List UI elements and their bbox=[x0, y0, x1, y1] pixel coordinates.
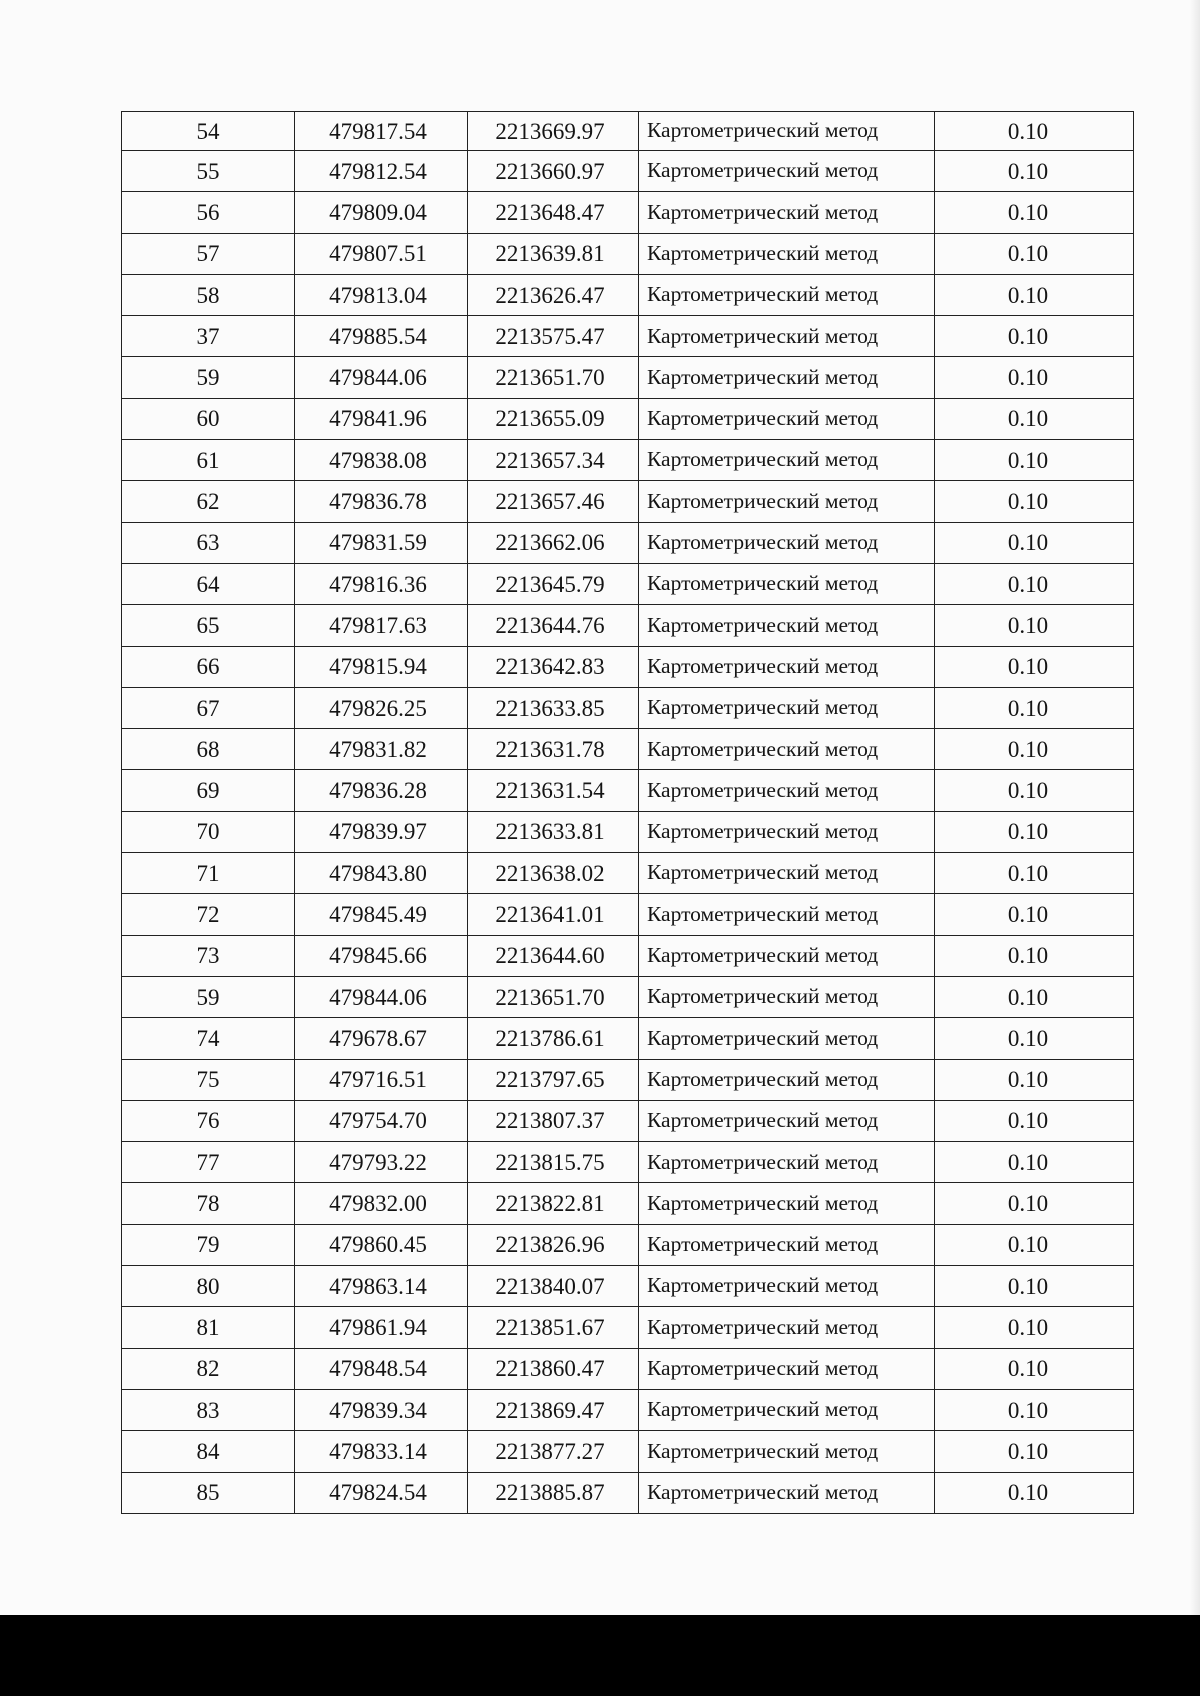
y-coordinate-cell: 2213641.01 bbox=[468, 894, 639, 935]
table-row bbox=[122, 1018, 1134, 1059]
table-row bbox=[122, 687, 1134, 728]
table-row bbox=[122, 1183, 1134, 1224]
table-row bbox=[122, 1266, 1134, 1307]
table-row bbox=[122, 112, 1134, 151]
method-cell: Картометрический метод bbox=[639, 1431, 935, 1472]
x-coordinate-cell: 479812.54 bbox=[295, 151, 468, 192]
method-cell: Картометрический метод bbox=[639, 440, 935, 481]
table-row bbox=[122, 935, 1134, 976]
method-cell: Картометрический метод bbox=[639, 357, 935, 398]
accuracy-cell: 0.10 bbox=[935, 976, 1134, 1017]
y-coordinate-cell: 2213626.47 bbox=[468, 274, 639, 315]
point-number-cell: 54 bbox=[122, 112, 295, 151]
table-row bbox=[122, 151, 1134, 192]
method-cell: Картометрический метод bbox=[639, 112, 935, 151]
point-number-cell: 59 bbox=[122, 357, 295, 398]
method-cell: Картометрический метод bbox=[639, 1059, 935, 1100]
point-number-cell: 78 bbox=[122, 1183, 295, 1224]
method-cell: Картометрический метод bbox=[639, 1224, 935, 1265]
y-coordinate-cell: 2213648.47 bbox=[468, 192, 639, 233]
y-coordinate-cell: 2213815.75 bbox=[468, 1142, 639, 1183]
accuracy-cell: 0.10 bbox=[935, 316, 1134, 357]
accuracy-cell: 0.10 bbox=[935, 151, 1134, 192]
method-cell: Картометрический метод bbox=[639, 1348, 935, 1389]
method-cell: Картометрический метод bbox=[639, 1389, 935, 1430]
accuracy-cell: 0.10 bbox=[935, 440, 1134, 481]
y-coordinate-cell: 2213840.07 bbox=[468, 1266, 639, 1307]
method-cell: Картометрический метод bbox=[639, 935, 935, 976]
accuracy-cell: 0.10 bbox=[935, 687, 1134, 728]
method-cell: Картометрический метод bbox=[639, 274, 935, 315]
table-row bbox=[122, 976, 1134, 1017]
table-row bbox=[122, 1472, 1134, 1513]
x-coordinate-cell: 479860.45 bbox=[295, 1224, 468, 1265]
point-number-cell: 74 bbox=[122, 1018, 295, 1059]
x-coordinate-cell: 479833.14 bbox=[295, 1431, 468, 1472]
point-number-cell: 73 bbox=[122, 935, 295, 976]
x-coordinate-cell: 479831.59 bbox=[295, 522, 468, 563]
method-cell: Картометрический метод bbox=[639, 1142, 935, 1183]
table-row bbox=[122, 1307, 1134, 1348]
accuracy-cell: 0.10 bbox=[935, 1472, 1134, 1513]
method-cell: Картометрический метод bbox=[639, 1472, 935, 1513]
y-coordinate-cell: 2213655.09 bbox=[468, 398, 639, 439]
y-coordinate-cell: 2213645.79 bbox=[468, 563, 639, 604]
method-cell: Картометрический метод bbox=[639, 151, 935, 192]
method-cell: Картометрический метод bbox=[639, 1266, 935, 1307]
table-row bbox=[122, 440, 1134, 481]
method-cell: Картометрический метод bbox=[639, 316, 935, 357]
y-coordinate-cell: 2213642.83 bbox=[468, 646, 639, 687]
x-coordinate-cell: 479817.54 bbox=[295, 112, 468, 151]
table-row bbox=[122, 522, 1134, 563]
method-cell: Картометрический метод bbox=[639, 976, 935, 1017]
y-coordinate-cell: 2213851.67 bbox=[468, 1307, 639, 1348]
point-number-cell: 67 bbox=[122, 687, 295, 728]
accuracy-cell: 0.10 bbox=[935, 233, 1134, 274]
x-coordinate-cell: 479838.08 bbox=[295, 440, 468, 481]
accuracy-cell: 0.10 bbox=[935, 811, 1134, 852]
point-number-cell: 61 bbox=[122, 440, 295, 481]
x-coordinate-cell: 479754.70 bbox=[295, 1100, 468, 1141]
x-coordinate-cell: 479831.82 bbox=[295, 729, 468, 770]
x-coordinate-cell: 479813.04 bbox=[295, 274, 468, 315]
coordinates-table-body bbox=[122, 112, 1134, 1514]
x-coordinate-cell: 479716.51 bbox=[295, 1059, 468, 1100]
point-number-cell: 55 bbox=[122, 151, 295, 192]
accuracy-cell: 0.10 bbox=[935, 1389, 1134, 1430]
x-coordinate-cell: 479816.36 bbox=[295, 563, 468, 604]
accuracy-cell: 0.10 bbox=[935, 646, 1134, 687]
table-row bbox=[122, 1142, 1134, 1183]
x-coordinate-cell: 479844.06 bbox=[295, 357, 468, 398]
method-cell: Картометрический метод bbox=[639, 1183, 935, 1224]
method-cell: Картометрический метод bbox=[639, 563, 935, 604]
point-number-cell: 56 bbox=[122, 192, 295, 233]
y-coordinate-cell: 2213786.61 bbox=[468, 1018, 639, 1059]
point-number-cell: 83 bbox=[122, 1389, 295, 1430]
y-coordinate-cell: 2213644.60 bbox=[468, 935, 639, 976]
x-coordinate-cell: 479885.54 bbox=[295, 316, 468, 357]
table-row bbox=[122, 274, 1134, 315]
accuracy-cell: 0.10 bbox=[935, 481, 1134, 522]
point-number-cell: 79 bbox=[122, 1224, 295, 1265]
y-coordinate-cell: 2213639.81 bbox=[468, 233, 639, 274]
point-number-cell: 72 bbox=[122, 894, 295, 935]
point-number-cell: 71 bbox=[122, 853, 295, 894]
method-cell: Картометрический метод bbox=[639, 853, 935, 894]
y-coordinate-cell: 2213633.85 bbox=[468, 687, 639, 728]
x-coordinate-cell: 479841.96 bbox=[295, 398, 468, 439]
point-number-cell: 81 bbox=[122, 1307, 295, 1348]
point-number-cell: 65 bbox=[122, 605, 295, 646]
x-coordinate-cell: 479832.00 bbox=[295, 1183, 468, 1224]
table-row bbox=[122, 1431, 1134, 1472]
y-coordinate-cell: 2213660.97 bbox=[468, 151, 639, 192]
accuracy-cell: 0.10 bbox=[935, 853, 1134, 894]
accuracy-cell: 0.10 bbox=[935, 1183, 1134, 1224]
y-coordinate-cell: 2213807.37 bbox=[468, 1100, 639, 1141]
y-coordinate-cell: 2213638.02 bbox=[468, 853, 639, 894]
y-coordinate-cell: 2213662.06 bbox=[468, 522, 639, 563]
accuracy-cell: 0.10 bbox=[935, 274, 1134, 315]
table-row bbox=[122, 233, 1134, 274]
table-row bbox=[122, 729, 1134, 770]
point-number-cell: 70 bbox=[122, 811, 295, 852]
table-row bbox=[122, 1348, 1134, 1389]
x-coordinate-cell: 479861.94 bbox=[295, 1307, 468, 1348]
accuracy-cell: 0.10 bbox=[935, 1224, 1134, 1265]
x-coordinate-cell: 479817.63 bbox=[295, 605, 468, 646]
accuracy-cell: 0.10 bbox=[935, 357, 1134, 398]
accuracy-cell: 0.10 bbox=[935, 1431, 1134, 1472]
table-row bbox=[122, 357, 1134, 398]
y-coordinate-cell: 2213860.47 bbox=[468, 1348, 639, 1389]
y-coordinate-cell: 2213631.54 bbox=[468, 770, 639, 811]
method-cell: Картометрический метод bbox=[639, 770, 935, 811]
accuracy-cell: 0.10 bbox=[935, 192, 1134, 233]
x-coordinate-cell: 479836.78 bbox=[295, 481, 468, 522]
x-coordinate-cell: 479809.04 bbox=[295, 192, 468, 233]
accuracy-cell: 0.10 bbox=[935, 112, 1134, 151]
x-coordinate-cell: 479845.49 bbox=[295, 894, 468, 935]
y-coordinate-cell: 2213644.76 bbox=[468, 605, 639, 646]
table-row bbox=[122, 1224, 1134, 1265]
point-number-cell: 66 bbox=[122, 646, 295, 687]
accuracy-cell: 0.10 bbox=[935, 770, 1134, 811]
y-coordinate-cell: 2213826.96 bbox=[468, 1224, 639, 1265]
accuracy-cell: 0.10 bbox=[935, 1307, 1134, 1348]
table-row bbox=[122, 770, 1134, 811]
accuracy-cell: 0.10 bbox=[935, 563, 1134, 604]
accuracy-cell: 0.10 bbox=[935, 605, 1134, 646]
y-coordinate-cell: 2213657.46 bbox=[468, 481, 639, 522]
table-row bbox=[122, 563, 1134, 604]
point-number-cell: 58 bbox=[122, 274, 295, 315]
y-coordinate-cell: 2213822.81 bbox=[468, 1183, 639, 1224]
x-coordinate-cell: 479843.80 bbox=[295, 853, 468, 894]
accuracy-cell: 0.10 bbox=[935, 1100, 1134, 1141]
y-coordinate-cell: 2213657.34 bbox=[468, 440, 639, 481]
accuracy-cell: 0.10 bbox=[935, 1266, 1134, 1307]
accuracy-cell: 0.10 bbox=[935, 522, 1134, 563]
x-coordinate-cell: 479839.97 bbox=[295, 811, 468, 852]
point-number-cell: 85 bbox=[122, 1472, 295, 1513]
x-coordinate-cell: 479807.51 bbox=[295, 233, 468, 274]
point-number-cell: 77 bbox=[122, 1142, 295, 1183]
table-row bbox=[122, 894, 1134, 935]
accuracy-cell: 0.10 bbox=[935, 935, 1134, 976]
point-number-cell: 68 bbox=[122, 729, 295, 770]
y-coordinate-cell: 2213575.47 bbox=[468, 316, 639, 357]
y-coordinate-cell: 2213651.70 bbox=[468, 357, 639, 398]
method-cell: Картометрический метод bbox=[639, 894, 935, 935]
point-number-cell: 64 bbox=[122, 563, 295, 604]
point-number-cell: 62 bbox=[122, 481, 295, 522]
y-coordinate-cell: 2213631.78 bbox=[468, 729, 639, 770]
y-coordinate-cell: 2213877.27 bbox=[468, 1431, 639, 1472]
method-cell: Картометрический метод bbox=[639, 605, 935, 646]
method-cell: Картометрический метод bbox=[639, 1307, 935, 1348]
method-cell: Картометрический метод bbox=[639, 687, 935, 728]
method-cell: Картометрический метод bbox=[639, 1100, 935, 1141]
x-coordinate-cell: 479839.34 bbox=[295, 1389, 468, 1430]
table-row bbox=[122, 316, 1134, 357]
coordinates-table bbox=[121, 111, 1134, 1514]
table-row bbox=[122, 811, 1134, 852]
accuracy-cell: 0.10 bbox=[935, 729, 1134, 770]
y-coordinate-cell: 2213669.97 bbox=[468, 112, 639, 151]
x-coordinate-cell: 479824.54 bbox=[295, 1472, 468, 1513]
point-number-cell: 57 bbox=[122, 233, 295, 274]
accuracy-cell: 0.10 bbox=[935, 1142, 1134, 1183]
scan-edge-shadow bbox=[1190, 0, 1200, 1615]
scan-bottom-band bbox=[0, 1615, 1200, 1696]
x-coordinate-cell: 479836.28 bbox=[295, 770, 468, 811]
point-number-cell: 59 bbox=[122, 976, 295, 1017]
y-coordinate-cell: 2213651.70 bbox=[468, 976, 639, 1017]
method-cell: Картометрический метод bbox=[639, 646, 935, 687]
table-row bbox=[122, 853, 1134, 894]
table-row bbox=[122, 1100, 1134, 1141]
accuracy-cell: 0.10 bbox=[935, 1348, 1134, 1389]
method-cell: Картометрический метод bbox=[639, 481, 935, 522]
method-cell: Картометрический метод bbox=[639, 522, 935, 563]
x-coordinate-cell: 479678.67 bbox=[295, 1018, 468, 1059]
accuracy-cell: 0.10 bbox=[935, 398, 1134, 439]
table-row bbox=[122, 481, 1134, 522]
method-cell: Картометрический метод bbox=[639, 398, 935, 439]
y-coordinate-cell: 2213885.87 bbox=[468, 1472, 639, 1513]
accuracy-cell: 0.10 bbox=[935, 1059, 1134, 1100]
y-coordinate-cell: 2213633.81 bbox=[468, 811, 639, 852]
table-row bbox=[122, 1389, 1134, 1430]
y-coordinate-cell: 2213869.47 bbox=[468, 1389, 639, 1430]
x-coordinate-cell: 479845.66 bbox=[295, 935, 468, 976]
x-coordinate-cell: 479844.06 bbox=[295, 976, 468, 1017]
table-row bbox=[122, 398, 1134, 439]
accuracy-cell: 0.10 bbox=[935, 1018, 1134, 1059]
point-number-cell: 82 bbox=[122, 1348, 295, 1389]
x-coordinate-cell: 479863.14 bbox=[295, 1266, 468, 1307]
accuracy-cell: 0.10 bbox=[935, 894, 1134, 935]
x-coordinate-cell: 479793.22 bbox=[295, 1142, 468, 1183]
point-number-cell: 37 bbox=[122, 316, 295, 357]
point-number-cell: 75 bbox=[122, 1059, 295, 1100]
point-number-cell: 63 bbox=[122, 522, 295, 563]
point-number-cell: 60 bbox=[122, 398, 295, 439]
method-cell: Картометрический метод bbox=[639, 1018, 935, 1059]
point-number-cell: 80 bbox=[122, 1266, 295, 1307]
point-number-cell: 84 bbox=[122, 1431, 295, 1472]
x-coordinate-cell: 479848.54 bbox=[295, 1348, 468, 1389]
method-cell: Картометрический метод bbox=[639, 233, 935, 274]
point-number-cell: 69 bbox=[122, 770, 295, 811]
y-coordinate-cell: 2213797.65 bbox=[468, 1059, 639, 1100]
point-number-cell: 76 bbox=[122, 1100, 295, 1141]
table-row bbox=[122, 646, 1134, 687]
table-row bbox=[122, 1059, 1134, 1100]
x-coordinate-cell: 479815.94 bbox=[295, 646, 468, 687]
table-row bbox=[122, 605, 1134, 646]
method-cell: Картометрический метод bbox=[639, 192, 935, 233]
table-row bbox=[122, 192, 1134, 233]
x-coordinate-cell: 479826.25 bbox=[295, 687, 468, 728]
method-cell: Картометрический метод bbox=[639, 729, 935, 770]
method-cell: Картометрический метод bbox=[639, 811, 935, 852]
